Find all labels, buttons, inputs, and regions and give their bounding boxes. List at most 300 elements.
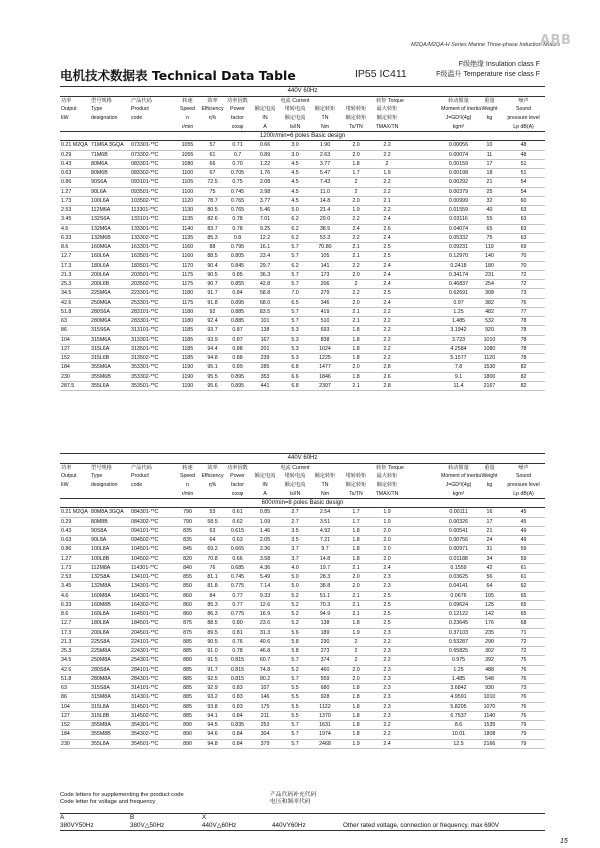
table-cell: 1.8 [340,545,372,554]
pole-label: 600r/min=8 poles Basic design [60,499,545,508]
table-cell: 239 [250,354,280,363]
table-cell: 2.1 [340,243,372,252]
table-cell: 76 [502,298,545,307]
table-cell: 5.1577 [440,354,477,363]
header-cell: Speed [179,106,195,113]
table-cell: 63 [502,224,545,233]
table-cell: 85.3 [200,233,225,242]
table-cell: 2.2 [372,141,402,150]
table-cell: 284101-**C [130,665,175,674]
table-cell: 353501-**C [130,381,175,390]
table-cell: 0.66 [225,554,250,563]
cell-blank [402,141,440,150]
table-cell: 91.7 [200,289,225,298]
header-cell: 最大转矩 [376,106,398,113]
table-cell: 875 [175,628,200,637]
table-cell: 63 [502,215,545,224]
table-cell: 91.8 [200,298,225,307]
cell-blank [402,517,440,526]
frequency-label: 440V 60Hz [60,87,545,97]
table-cell: 548 [477,674,502,683]
table-cell: 2.0 [340,270,372,279]
table-cell: 2.1 [340,610,372,619]
cell-blank [402,270,440,279]
table-cell: 0.70 [225,159,250,168]
table-cell: 0.83 [225,702,250,711]
table-cell: 54 [502,187,545,196]
table-cell: 3.723 [440,335,477,344]
header-cell: Type [91,106,103,113]
table-cell: 34 [477,554,502,563]
abb-logo: ABB [540,33,572,48]
table-cell: 2.4 [372,215,402,224]
table-cell: 8.6 [440,721,477,730]
header-cell: Power [230,473,245,480]
table-cell: 253301-**C [130,298,175,307]
table-cell: 287.5 [60,381,90,390]
table-cell: 65 [477,224,502,233]
table-cell: 16 [477,508,502,517]
table-cell: 56 [477,573,502,582]
table-cell: 90.7 [200,280,225,289]
table-cell: 86 [60,326,90,335]
table-cell: 25.3 [60,280,90,289]
table-cell: 315S8A [90,684,130,693]
table-cell: 314101-**C [130,684,175,693]
header-cell: 功率 [61,97,72,104]
table-cell: 1846 [310,372,340,381]
header-cell: Efficiency [201,473,224,480]
table-cell: 1.76 [250,169,280,178]
cell-blank [402,326,440,335]
cell-blank [402,215,440,224]
table-cell: 76 [200,563,225,572]
table-cell: 1.8 [340,536,372,545]
table-cell: 5.47 [310,169,340,178]
table-cell: 285 [250,363,280,372]
table-cell: 353302-**C [130,372,175,381]
table-row [60,381,545,390]
header-blank [402,105,440,114]
table-cell: 160M8B [90,600,130,609]
table-cell: 0.65825 [440,647,477,656]
table-cell: 0.76 [225,637,250,646]
table-cell: 3.77 [250,196,280,205]
table-cell: 2.0 [340,674,372,683]
table-cell: 67 [200,169,225,178]
header-cell: Efficiency [201,106,224,113]
table-cell: 72 [502,270,545,279]
table-cell: 2.3 [372,693,402,702]
table-row [60,684,545,693]
table-cell: 094502-**C [130,536,175,545]
table-cell: 1180 [175,307,200,316]
table-row [60,702,545,711]
table-cell: 532 [477,317,502,326]
header-cell [200,490,225,499]
table-row [60,508,545,517]
cell-blank [402,354,440,363]
table-cell: 0.845 [225,261,250,270]
table-cell: 65 [502,610,545,619]
table-cell: 82 [502,372,545,381]
table-cell: 0.83 [225,693,250,702]
table-cell: 379 [250,739,280,748]
table-cell: 90L8A [90,536,130,545]
table-cell: 355L6A [90,381,130,390]
table-cell: 6.2 [280,261,310,270]
table-cell: 835 [175,536,200,545]
table-cell: 2 [340,637,372,646]
table-cell: 790 [175,508,200,517]
table-cell: 1190 [175,381,200,390]
cell-blank [402,233,440,242]
table-cell: 1.8 [340,372,372,381]
table-cell: 138 [310,619,340,628]
table-cell: 51.8 [60,307,90,316]
header-cell: kg [486,114,493,121]
table-row [60,335,545,344]
table-cell: 5.7 [280,721,310,730]
table-row [60,141,545,150]
table-cell: 42 [477,563,502,572]
cell-blank [402,693,440,702]
table-cell: 315M8A [90,693,130,702]
table-cell: 2.05 [250,536,280,545]
header-cell: J=GD²/(4g) [445,114,472,121]
table-cell: 95.5 [200,372,225,381]
table-cell: 2167 [477,381,502,390]
header-cell: 堵转电流 [284,473,306,480]
table-cell: 0.00999 [440,196,477,205]
table-cell: 1185 [175,344,200,353]
table-cell: 140 [477,252,502,261]
table-cell: 51 [502,159,545,168]
table-cell: 3.6842 [440,684,477,693]
header-cell: Output [61,106,77,113]
header-cell [60,490,90,499]
cell-blank [402,196,440,205]
table-cell: 0.805 [225,252,250,261]
table-cell: 40.6 [250,637,280,646]
cell-blank [402,317,440,326]
table-cell: 0.00198 [440,169,477,178]
table-cell: 250M8A [90,656,130,665]
table-cell: 5.7 [280,307,310,316]
table-cell: 2.3 [372,647,402,656]
note-voltage-code: Code letter for voltage and frequency [60,799,156,805]
table-cell: 1190 [175,372,200,381]
header-cell: 额定转矩 [345,114,367,121]
table-cell: 2.4 [340,224,372,233]
table-cell: 0.04141 [440,582,477,591]
table-cell: 253 [250,721,280,730]
table-row [60,526,545,535]
table-cell: 200L6A [90,270,130,279]
table-row [60,159,545,168]
note-voltage-code-zh: 电压和频率代码 [270,799,311,805]
table-row [60,619,545,628]
table-cell: 2.2 [372,637,402,646]
table-cell: 78 [502,335,545,344]
header-cell: 噪声 [518,97,529,104]
code-value-other: Other rated voltage, connection or frequency, max 690V [343,822,499,829]
table-cell: 5.0 [280,206,310,215]
table-cell: 0.2418 [440,261,477,270]
table-cell: 6.5 [280,298,310,307]
table-cell: 2.4 [372,280,402,289]
table-cell: 132M8A [90,582,130,591]
table-row [60,554,545,563]
table-cell: 82.6 [200,215,225,224]
table-cell: 42.8 [250,280,280,289]
table-cell: 64 [200,536,225,545]
table-cell: 45 [502,517,545,526]
table-cell: 105 [310,252,340,261]
table-row [60,354,545,363]
table-cell: 2.0 [340,150,372,159]
cell-blank [402,289,440,298]
table-cell: 2.36 [250,545,280,554]
header-cell: J=GD²/(4g) [445,481,472,488]
table-cell: 313502-**C [130,354,175,363]
table-cell: 355M6A [90,363,130,372]
table-cell: 2.3 [372,711,402,720]
table-row [60,178,545,187]
table-cell: 2 [372,159,402,168]
table-cell: 2.2 [340,261,372,270]
table-cell: 18 [477,169,502,178]
table-cell: 0.00971 [440,545,477,554]
table-cell: 0.77 [225,600,250,609]
table-cell: 2.5 [372,600,402,609]
table-cell: 460 [310,665,340,674]
table-cell: 0.815 [225,665,250,674]
table-cell: 254301-**C [130,656,175,665]
table-cell: 1175 [175,280,200,289]
table-cell: 11.4 [440,381,477,390]
table-cell: 2.0 [372,536,402,545]
table-cell: 127 [60,711,90,720]
table-cell: 5.5 [280,711,310,720]
header-cell: Moment of inertia [441,473,482,480]
table-cell: 353301-**C [130,363,175,372]
table-cell: 4.6 [60,591,90,600]
table-cell: 0.895 [225,298,250,307]
header-cell: Weight [481,473,498,480]
cell-blank [402,159,440,168]
table-cell: 90S6A [90,178,130,187]
header-cell: 转动惯量 [448,464,469,471]
cell-blank [402,684,440,693]
table-cell: 5.0 [280,582,310,591]
header-cell: 堵转转矩 [345,473,367,480]
cell-blank [402,711,440,720]
table-cell: 49 [502,526,545,535]
table-cell: 90S8A [90,526,130,535]
table-cell: 1.22 [250,159,280,168]
header-cell: Output [61,473,77,480]
table-cell: 42.6 [60,665,90,674]
table-cell: 6.33 [60,233,90,242]
table-cell: 0.00056 [440,141,477,150]
table-cell: 0.00541 [440,526,477,535]
cell-blank [402,261,440,270]
table-cell: 2.2 [372,178,402,187]
table-cell: 1.25 [440,307,477,316]
code-letter-a: A [60,814,65,821]
table-cell: 5.5 [280,693,310,702]
header-current: 电流 Current [280,464,310,471]
table-cell: 38.5 [310,224,340,233]
table-row [60,693,545,702]
table-cell: 5.6 [280,628,310,637]
table-cell: 32 [477,196,502,205]
header-cell: 额定转矩 [376,114,398,121]
table-cell: 2.2 [372,335,402,344]
table-cell: 75 [477,233,502,242]
table-cell: 70.8 [200,554,225,563]
header-blank [402,114,440,123]
cell-blank [402,563,440,572]
table-cell: 90.2 [250,674,280,683]
note-supplement-code: Code letters for supplementing the product code [60,792,184,798]
table-cell: 0.83 [225,684,250,693]
table-cell: 83.7 [200,224,225,233]
header-cell: TMAX/TN [372,123,402,132]
table-cell: 2166 [477,739,502,748]
insulation-info [400,60,540,80]
table-cell: 3.7 [280,554,310,563]
table-cell: 94.5 [200,721,225,730]
table-cell: 58.5 [200,517,225,526]
table-cell: 0.86 [60,178,90,187]
cell-blank [402,739,440,748]
table-cell: 3.5 [280,526,310,535]
header-cell: Sound [516,106,532,113]
table-cell: 855 [175,573,200,582]
table-cell: 164501-**C [130,610,175,619]
table-cell: 60.7 [250,656,280,665]
table-cell: 112M6A [90,206,130,215]
cell-blank [402,656,440,665]
table-cell: 0.765 [225,206,250,215]
table-cell: 76 [502,665,545,674]
table-cell: 5.2 [280,665,310,674]
table-cell: 94.6 [200,730,225,739]
table-cell: 34.5 [60,656,90,665]
table-cell: 17 [477,517,502,526]
table-cell: 0.705 [225,169,250,178]
table-cell: 23.6 [250,619,280,628]
table-cell: 2.1 [340,252,372,261]
table-cell: 838 [310,335,340,344]
table-row [60,307,545,316]
header-cell: Moment of inertia [441,106,482,113]
table-cell: 4.5 [280,187,310,196]
table-cell: 0.34174 [440,270,477,279]
table-cell: 63 [60,684,90,693]
table-cell: 53.3 [310,233,340,242]
table-cell: 1477 [310,363,340,372]
table-cell: 112M8A [90,563,130,572]
table-cell: 104502-**C [130,554,175,563]
cell-blank [402,280,440,289]
header-cell: Lp dB(A) [502,123,545,132]
table-cell: 0.855 [225,280,250,289]
header-cell: Nm [310,490,340,499]
table-cell: 0.53287 [440,637,477,646]
table-cell: 0.835 [225,721,250,730]
cell-blank [402,187,440,196]
table-cell: 12.5 [440,739,477,748]
table-cell: 1010 [477,335,502,344]
table-cell: 7.43 [310,178,340,187]
cell-blank [402,536,440,545]
header-current: 电流 Current [280,97,310,104]
table-cell: 860 [175,610,200,619]
table-cell: 1370 [310,711,340,720]
table-cell: 80M8A 3GQA [90,508,130,517]
table-cell: 152 [60,721,90,730]
table-cell: 0.895 [225,372,250,381]
cell-blank [402,573,440,582]
table-cell: 2.6 [372,224,402,233]
table-cell: 355M8B [90,730,130,739]
table-cell: 1.09 [250,517,280,526]
table-cell: 224301-**C [130,647,175,656]
table-cell: 86.3 [200,610,225,619]
table-cell: 0.62691 [440,289,477,298]
table-cell: 235 [477,628,502,637]
table-cell: 34.5 [60,289,90,298]
table-cell: 0.09231 [440,243,477,252]
table-cell: 90.5 [200,637,225,646]
table-cell: 2.4 [372,261,402,270]
header-cell: 额定电流 [284,114,306,121]
table-cell: 083301-**C [130,159,175,168]
table-cell: 0.66 [250,141,280,150]
header-cell: cosφ [225,123,250,132]
table-cell: 5.3 [280,354,310,363]
header-cell: code [131,481,143,488]
table-cell: 5.2 [280,600,310,609]
table-cell: 1.9 [372,517,402,526]
table-cell: 0.85 [225,270,250,279]
table-cell: 1.7 [340,508,372,517]
table-cell: 5.5 [280,702,310,711]
header-cell: 噪声 [518,464,529,471]
table-cell: 5.3 [280,335,310,344]
header-cell: 额定转矩 [314,473,336,480]
table-cell: 16.1 [250,243,280,252]
table-cell: 0.63 [60,536,90,545]
table-row [60,600,545,609]
table-cell: 25 [477,187,502,196]
table-cell: 80M6A [90,159,130,168]
table-cell: 29.7 [250,261,280,270]
frequency-row [60,87,545,97]
cell-blank [402,647,440,656]
cell-blank [402,526,440,535]
table-cell: 2.7 [280,508,310,517]
table-row [60,628,545,637]
header-cell [60,123,90,132]
table-cell: 1140 [175,224,200,233]
table-row [60,215,545,224]
table-row [60,326,545,335]
code-value-x: 440V△60Hz [202,822,237,829]
